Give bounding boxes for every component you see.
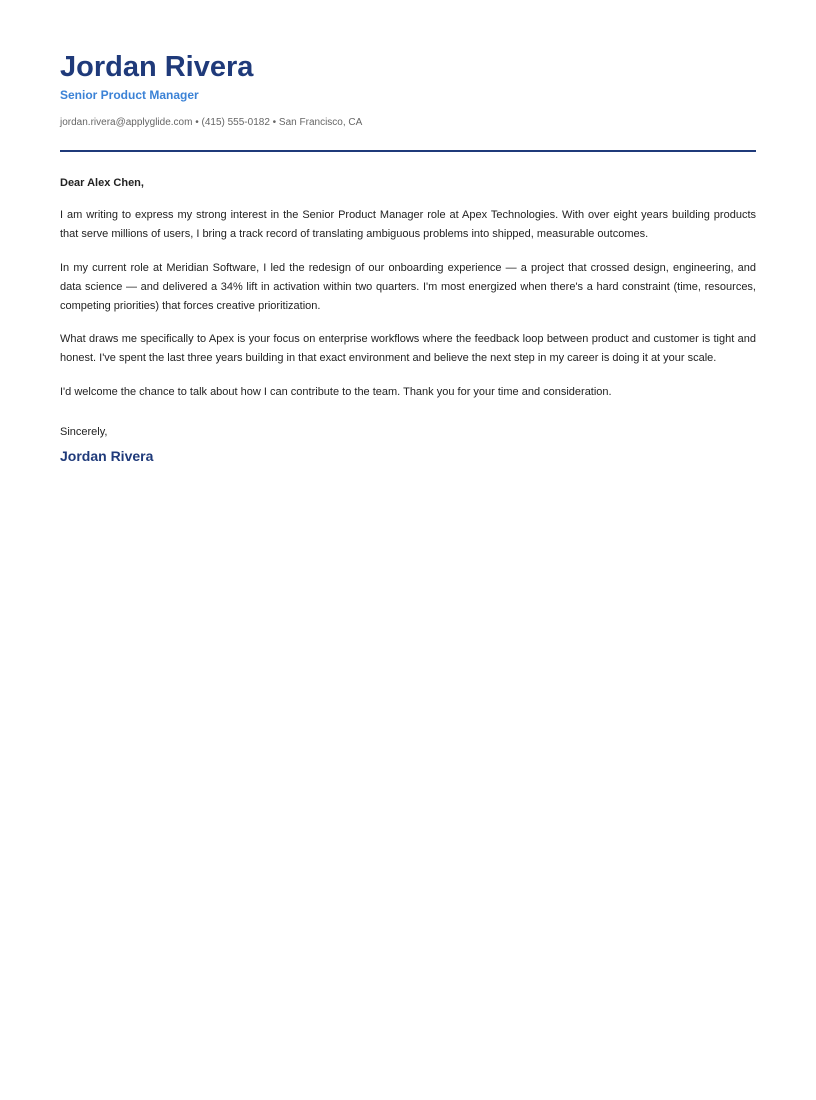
- body-paragraph-2: In my current role at Meridian Software, I led the redesign of our onboarding experience — a project that crossed design, engineering, and data science — and delivered a 34% lift in activation within two quarters. I'm most energized when there's a hard constraint (time, resources, competing priorities) that forces creative prioritization.: [60, 262, 756, 312]
- body-paragraph-1: I am writing to express my strong interest in the Senior Product Manager role at Apex Technologies. With over eight years building products that serve millions of users, I bring a track record of translating ambiguous problems into shipped, measurable outcomes.: [60, 209, 756, 240]
- greeting: Dear Alex Chen,: [60, 177, 144, 189]
- signature-name: Jordan Rivera: [60, 448, 154, 464]
- applicant-name: Jordan Rivera: [60, 51, 254, 83]
- signoff: Sincerely,: [60, 426, 108, 438]
- applicant-title: Senior Product Manager: [60, 88, 199, 102]
- header-divider: [60, 150, 756, 152]
- body-paragraph-4: I'd welcome the chance to talk about how I can contribute to the team. Thank you for your time and consideration.: [60, 386, 612, 398]
- body-paragraph-3: What draws me specifically to Apex is your focus on enterprise workflows where the feedback loop between product and customer is tight and honest. I've spent the last three years building in that exact environment and believe the next step in my career is doing it at your scale.: [60, 333, 756, 364]
- contact-line: jordan.rivera@applyglide.com • (415) 555-0182 • San Francisco, CA: [60, 117, 363, 128]
